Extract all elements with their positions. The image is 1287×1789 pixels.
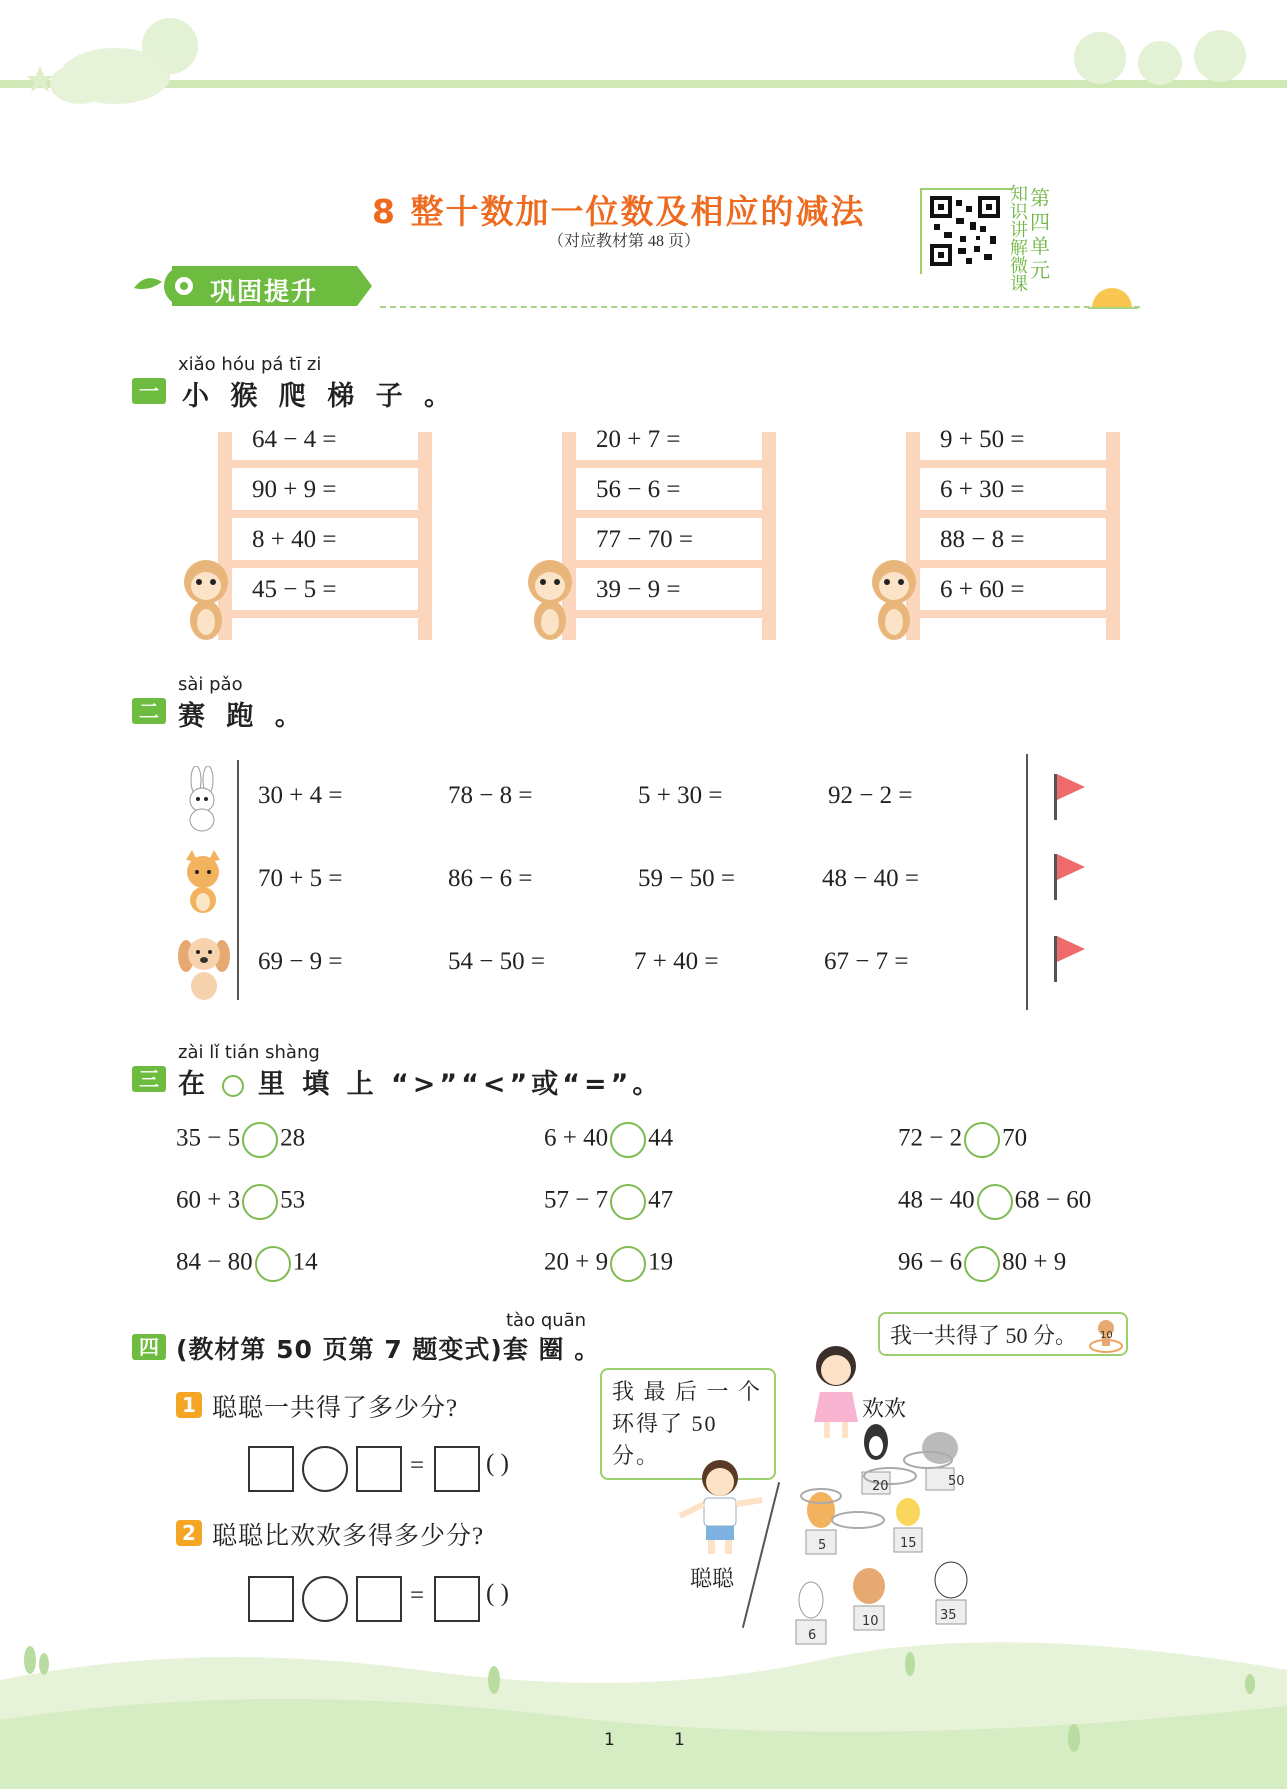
unit-char: 第 <box>1030 186 1050 210</box>
ladder-rail <box>418 432 432 640</box>
compare-left: 35 − 5 <box>176 1124 241 1152</box>
section3-pinyin: zài lǐ tián shàng <box>178 1042 320 1063</box>
banner-divider <box>380 306 1140 308</box>
compare-left: 60 + 3 <box>176 1186 241 1214</box>
compare-left: 20 + 9 <box>544 1248 609 1276</box>
unit-char: 知 <box>1010 184 1028 205</box>
ladder-rung <box>576 510 762 518</box>
ladder-rung <box>576 610 762 618</box>
cat-icon <box>176 848 230 914</box>
question-2-badge: 2 <box>176 1520 202 1546</box>
cloud-sun-decor-icon <box>20 6 220 116</box>
race-equation[interactable]: 69 − 9 = <box>258 948 343 975</box>
compare-right: 68 − 60 <box>1014 1186 1092 1214</box>
operator-circle[interactable] <box>302 1446 348 1492</box>
ladder-rung <box>920 460 1106 468</box>
compare-left: 96 − 6 <box>898 1248 963 1276</box>
finish-line <box>1026 754 1028 1010</box>
unit-char: 识 <box>1010 202 1028 223</box>
ladder-equation[interactable]: 64 − 4 = <box>252 426 337 453</box>
unit-char: 讲 <box>1010 220 1028 241</box>
compare-item <box>176 1184 305 1220</box>
answer-circle[interactable] <box>242 1122 278 1158</box>
ladder-equation[interactable]: 45 − 5 = <box>252 576 337 603</box>
race-equation[interactable]: 70 + 5 = <box>258 865 343 892</box>
compare-left: 84 − 80 <box>176 1248 253 1276</box>
question-1-text: 聪聪一共得了多少分? <box>212 1395 459 1422</box>
monkey-icon <box>516 556 580 642</box>
answer-box[interactable] <box>248 1446 294 1492</box>
section2-title: 赛 跑 。 <box>178 701 308 732</box>
answer-box[interactable] <box>356 1446 402 1492</box>
compare-right: 80 + 9 <box>1002 1248 1067 1276</box>
ladder-equation[interactable]: 56 − 6 = <box>596 476 681 503</box>
question-1-badge: 1 <box>176 1392 202 1418</box>
ladder-equation[interactable]: 9 + 50 = <box>940 426 1025 453</box>
ladder-rung <box>920 610 1106 618</box>
pedestal-score: 6 <box>808 1628 817 1643</box>
section1-title: 小 猴 爬 梯 子 。 <box>182 381 457 412</box>
race-equation[interactable]: 30 + 4 = <box>258 782 343 809</box>
pedestal-score: 50 <box>948 1474 965 1489</box>
compare-left: 6 + 40 <box>544 1124 609 1152</box>
ladder-2 <box>562 426 776 640</box>
ladder-rung <box>232 560 418 568</box>
pedestal-score: 5 <box>818 1538 827 1553</box>
race-equation[interactable]: 48 − 40 = <box>822 865 919 892</box>
compare-right: 14 <box>292 1248 318 1276</box>
page-subtitle: （对应教材第 48 页） <box>548 233 701 250</box>
compare-item <box>176 1122 305 1158</box>
compare-item <box>544 1246 673 1282</box>
section1-badge: 一 <box>132 378 166 404</box>
rabbit-icon <box>176 766 228 832</box>
answer-circle[interactable] <box>610 1184 646 1220</box>
answer-box[interactable] <box>434 1446 480 1492</box>
ladder-rung <box>920 560 1106 568</box>
section1-pinyin: xiǎo hóu pá tī zi <box>178 354 322 375</box>
answer-box[interactable] <box>248 1576 294 1622</box>
ladder-equation[interactable]: 20 + 7 = <box>596 426 681 453</box>
ladder-equation[interactable]: 6 + 60 = <box>940 576 1025 603</box>
compare-item <box>898 1122 1027 1158</box>
race-equation[interactable]: 59 − 50 = <box>638 865 735 892</box>
pedestal-score: 10 <box>1100 1330 1113 1341</box>
ladder-equation[interactable]: 8 + 40 = <box>252 526 337 553</box>
compare-right: 44 <box>648 1124 674 1152</box>
page-number-right: 1 <box>674 1730 685 1750</box>
pedestal-score: 35 <box>940 1608 957 1623</box>
grass-hills-decor <box>0 1620 1287 1789</box>
unit-label-left <box>1010 186 1030 294</box>
unit-label-right <box>1030 186 1050 282</box>
race-equation[interactable]: 92 − 2 = <box>828 782 913 809</box>
compare-right: 53 <box>280 1186 306 1214</box>
section4-badge: 四 <box>132 1334 166 1360</box>
section3-title <box>178 1062 663 1101</box>
compare-item <box>176 1246 318 1282</box>
race-equation[interactable]: 78 − 8 = <box>448 782 533 809</box>
ladder-3 <box>906 426 1120 640</box>
name-huanhuan: 欢欢 <box>862 1396 907 1421</box>
pedestal-score: 20 <box>872 1479 889 1494</box>
page-number-left: 1 <box>604 1730 615 1750</box>
compare-left: 72 − 2 <box>898 1124 963 1152</box>
ladder-rail <box>1106 432 1120 640</box>
compare-left: 57 − 7 <box>544 1186 609 1214</box>
answer-circle[interactable] <box>242 1184 278 1220</box>
animals-decor-icon <box>1060 18 1260 88</box>
ladder-rail <box>762 432 776 640</box>
section3-title-post: 里 填 上 “>”“<”或“=”。 <box>257 1069 664 1100</box>
unit-char: 课 <box>1010 274 1028 295</box>
ladder-rung <box>920 510 1106 518</box>
answer-circle[interactable] <box>964 1122 1000 1158</box>
race-equation[interactable]: 86 − 6 = <box>448 865 533 892</box>
compare-item <box>544 1184 673 1220</box>
unit-char: 解 <box>1010 238 1028 259</box>
race-equation[interactable]: 54 − 50 = <box>448 948 545 975</box>
start-line <box>237 760 239 1000</box>
ladder-1 <box>218 426 432 640</box>
ladder-rung <box>232 460 418 468</box>
ladder-equation[interactable]: 6 + 30 = <box>940 476 1025 503</box>
answer-box[interactable] <box>434 1576 480 1622</box>
section3-badge: 三 <box>132 1066 166 1092</box>
page-title: 8 整十数加一位数及相应的减法 <box>372 192 866 231</box>
compare-right: 28 <box>280 1124 306 1152</box>
compare-right: 19 <box>648 1248 674 1276</box>
unit-char: 微 <box>1010 256 1028 277</box>
boy-congcong-icon <box>676 1456 766 1556</box>
unit-char: 单 <box>1030 234 1050 258</box>
equals-sign: = <box>410 1452 425 1479</box>
ladder-rung <box>576 560 762 568</box>
name-congcong: 聪聪 <box>690 1566 735 1591</box>
pedestal-score: 10 <box>862 1614 879 1629</box>
ladder-equation[interactable]: 88 − 8 = <box>940 526 1025 553</box>
unit-char: 四 <box>1030 210 1050 234</box>
answer-circle[interactable] <box>977 1184 1013 1220</box>
pedestal-score: 15 <box>900 1536 917 1551</box>
answer-circle[interactable] <box>610 1122 646 1158</box>
answer-circle[interactable] <box>255 1246 291 1282</box>
ladder-equation[interactable]: 77 − 70 = <box>596 526 693 553</box>
compare-left: 48 − 40 <box>898 1186 975 1214</box>
ladder-rung <box>576 460 762 468</box>
compare-item <box>544 1122 673 1158</box>
question-2-text: 聪聪比欢欢多得多少分? <box>212 1523 485 1550</box>
unit-char: 元 <box>1030 258 1050 282</box>
ladder-rung <box>232 610 418 618</box>
speech-bubble-girl: 我一共得了 50 分。 <box>878 1312 1128 1356</box>
ladder-rung <box>232 510 418 518</box>
speech-bubble-boy: 我 最 后 一 个 环得了 50 分。 <box>600 1368 776 1480</box>
section2-badge: 二 <box>132 698 166 724</box>
answer-circle[interactable] <box>610 1246 646 1282</box>
operator-circle[interactable] <box>302 1576 348 1622</box>
qr-code-icon[interactable] <box>930 196 1000 266</box>
race-equation[interactable]: 7 + 40 = <box>634 948 719 975</box>
unit-paren[interactable]: ( ) <box>486 1580 509 1607</box>
answer-box[interactable] <box>356 1576 402 1622</box>
section4-pinyin: tào quān <box>506 1310 587 1331</box>
monkey-icon <box>860 556 924 642</box>
ladder-equation[interactable]: 90 + 9 = <box>252 476 337 503</box>
dog-icon <box>176 930 232 1002</box>
unit-paren[interactable]: ( ) <box>486 1450 509 1477</box>
compare-right: 47 <box>648 1186 674 1214</box>
race-equation[interactable]: 67 − 7 = <box>824 948 909 975</box>
ladder-equation[interactable]: 39 − 9 = <box>596 576 681 603</box>
sunset-icon <box>1088 278 1138 314</box>
section4-title: (教材第 50 页第 7 题变式)套 圈 。 <box>176 1335 601 1364</box>
section2-pinyin: sài pǎo <box>178 674 243 695</box>
race-equation[interactable]: 5 + 30 = <box>638 782 723 809</box>
equals-sign: = <box>410 1582 425 1609</box>
section3-title-pre: 在 <box>178 1069 209 1100</box>
monkey-icon <box>172 556 236 642</box>
banner-label: 巩固提升 <box>210 277 319 306</box>
compare-item <box>898 1184 1091 1220</box>
circle-symbol-icon <box>222 1075 244 1097</box>
compare-right: 70 <box>1002 1124 1028 1152</box>
answer-circle[interactable] <box>964 1246 1000 1282</box>
compare-item <box>898 1246 1066 1282</box>
